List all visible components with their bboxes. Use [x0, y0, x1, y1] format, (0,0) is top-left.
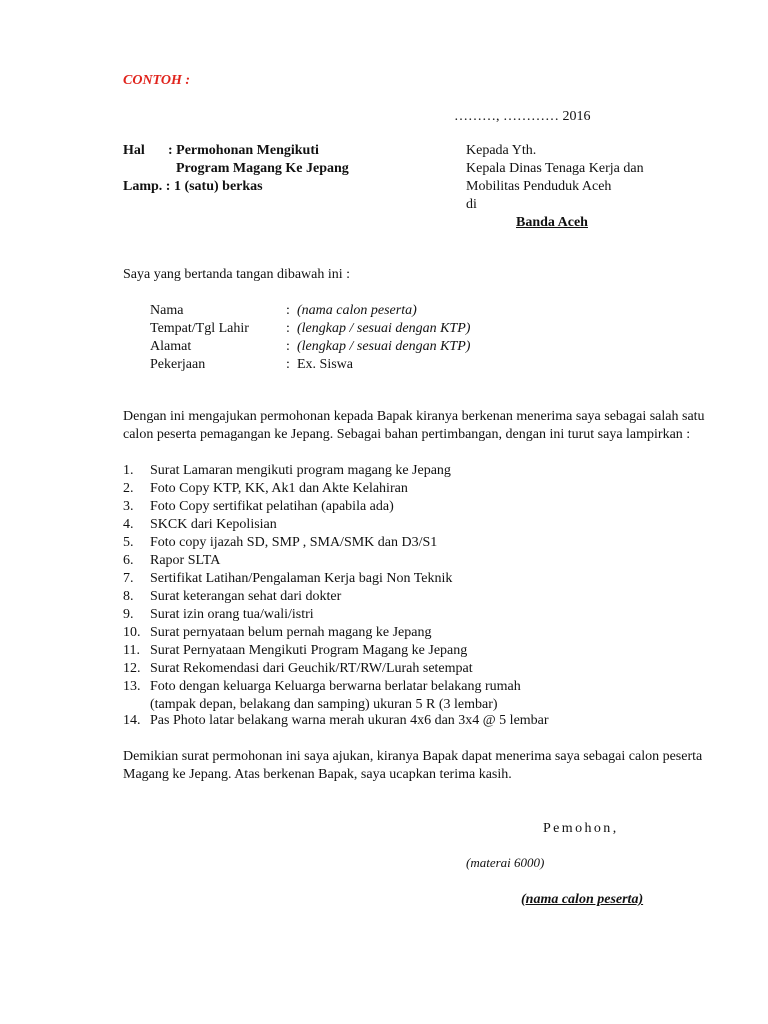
list-item-number: 11. — [123, 643, 140, 658]
list-item-number: 9. — [123, 607, 134, 622]
lampiran-line: Lamp. : 1 (satu) berkas — [123, 179, 263, 194]
example-label: CONTOH : — [123, 73, 191, 88]
closing-line2: Magang ke Jepang. Atas berkenan Bapak, saya ucapkan terima kasih. — [123, 767, 512, 782]
list-item-text: (tampak depan, belakang dan samping) ukuran 5 R (3 lembar) — [150, 697, 498, 712]
recipient-line2: Kepala Dinas Tenaga Kerja dan — [466, 161, 644, 176]
list-item-number: 5. — [123, 535, 134, 550]
identity-colon: : — [286, 357, 290, 372]
recipient-line4: di — [466, 197, 477, 212]
list-item-number: 2. — [123, 481, 134, 496]
identity-value-address: (lengkap / sesuai dengan KTP) — [297, 339, 471, 354]
identity-label-name: Nama — [150, 303, 184, 318]
list-item-text: Foto Copy KTP, KK, Ak1 dan Akte Kelahiran — [150, 481, 408, 496]
paragraph1-line2: calon peserta pemagangan ke Jepang. Sebagai bahan pertimbangan, dengan ini turut saya lampirkan : — [123, 427, 691, 442]
list-item-text: Foto copy ijazah SD, SMP , SMA/SMK dan D3/S1 — [150, 535, 438, 550]
intro-line: Saya yang bertanda tangan dibawah ini : — [123, 267, 351, 282]
hal-label: Hal — [123, 143, 145, 158]
identity-colon: : — [286, 339, 290, 354]
applicant-name: (nama calon peserta) — [521, 892, 644, 907]
list-item-text: Pas Photo latar belakang warna merah ukuran 4x6 dan 3x4 @ 5 lembar — [150, 713, 549, 728]
list-item-text: Sertifikat Latihan/Pengalaman Kerja bagi Non Teknik — [150, 571, 453, 586]
list-item-number: 14. — [123, 713, 141, 728]
recipient-line3: Mobilitas Penduduk Aceh — [466, 179, 612, 194]
list-item-text: Surat izin orang tua/wali/istri — [150, 607, 314, 622]
identity-value-name: (nama calon peserta) — [297, 303, 417, 318]
paragraph1-line1: Dengan ini mengajukan permohonan kepada Bapak kiranya berkenan menerima saya sebagai salah satu — [123, 409, 705, 424]
hal-value-line1: : Permohonan Mengikuti — [168, 143, 319, 158]
stamp-note: (materai 6000) — [466, 855, 545, 870]
list-item-number: 6. — [123, 553, 134, 568]
hal-value-line2: Program Magang Ke Jepang — [176, 161, 349, 176]
identity-label-birth: Tempat/Tgl Lahir — [150, 321, 249, 336]
list-item-number: 13. — [123, 679, 141, 694]
list-item-text: Surat pernyataan belum pernah magang ke Jepang — [150, 625, 432, 640]
identity-label-job: Pekerjaan — [150, 357, 206, 372]
list-item-text: Surat Lamaran mengikuti program magang ke Jepang — [150, 463, 451, 478]
identity-colon: : — [286, 303, 290, 318]
recipient-city: Banda Aceh — [516, 215, 588, 230]
list-item-text: Surat keterangan sehat dari dokter — [150, 589, 342, 604]
date-line: ………, ………… 2016 — [454, 109, 591, 124]
list-item-text: Surat Rekomendasi dari Geuchik/RT/RW/Lurah setempat — [150, 661, 473, 676]
recipient-line1: Kepada Yth. — [466, 143, 537, 158]
identity-value-job: Ex. Siswa — [297, 357, 353, 372]
list-item-number: 4. — [123, 517, 134, 532]
list-item-number: 8. — [123, 589, 134, 604]
list-item-text: Surat Pernyataan Mengikuti Program Magang ke Jepang — [150, 643, 468, 658]
applicant-label: Pemohon, — [543, 821, 619, 836]
list-item-number: 7. — [123, 571, 134, 586]
list-item-text: Foto Copy sertifikat pelatihan (apabila ada) — [150, 499, 394, 514]
list-item-number: 3. — [123, 499, 134, 514]
closing-line1: Demikian surat permohonan ini saya ajukan, kiranya Bapak dapat menerima saya sebagai calon peserta — [123, 749, 703, 764]
identity-value-birth: (lengkap / sesuai dengan KTP) — [297, 321, 471, 336]
list-item-text: Rapor SLTA — [150, 553, 221, 568]
list-item-number: 10. — [123, 625, 141, 640]
identity-colon: : — [286, 321, 290, 336]
list-item-text: Foto dengan keluarga Keluarga berwarna berlatar belakang rumah — [150, 679, 521, 694]
list-item-text: SKCK dari Kepolisian — [150, 517, 277, 532]
list-item-number: 1. — [123, 463, 134, 478]
identity-label-address: Alamat — [150, 339, 192, 354]
list-item-number: 12. — [123, 661, 141, 676]
